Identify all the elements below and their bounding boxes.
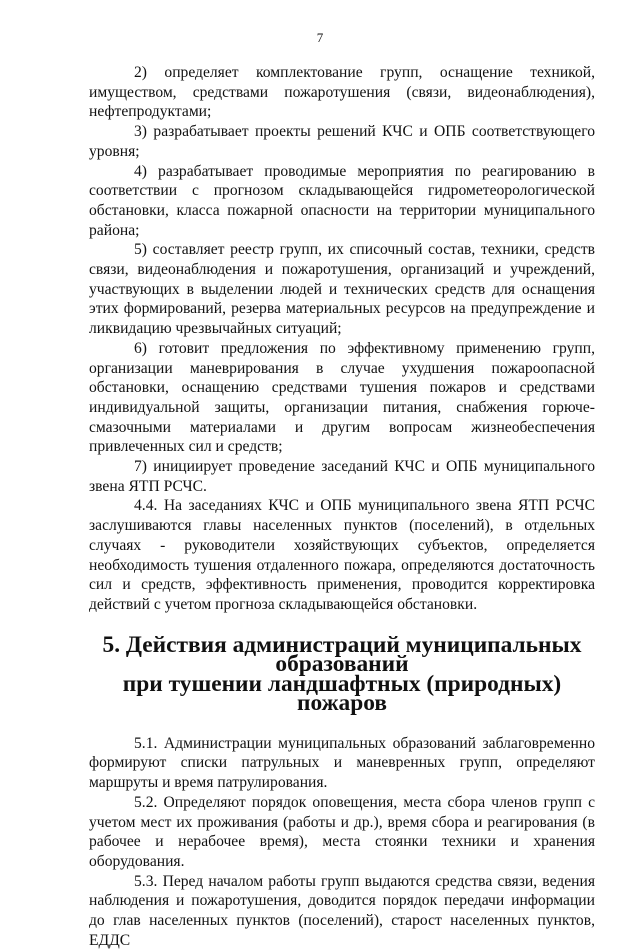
section-5-heading <box>89 631 595 717</box>
paragraph-5-3: 5.3. Перед началом работы групп выдаются средства связи, ведения наблюдения и пожаротушения, доводится порядок передачи информации до глав населенных пунктов (поселений), старост населенных пунктов, ЕДДС <box>89 872 595 949</box>
paragraph-4-4: 4.4. На заседаниях КЧС и ОПБ муниципального звена ЯТП РСЧС заслушиваются главы населенных пунктов (поселений), в отдельных случаях - руководители хозяйствующих субъектов, определяется необходимость тушения отдаленного пожара, определяются достаточность сил и средств, эффективность применения, проводится корректировка действий с учетом прогноза складывающейся обстановки. <box>89 497 595 613</box>
list-item-7: 7) инициирует проведение заседаний КЧС и ОПБ муниципального звена ЯТП РСЧС. <box>89 458 595 495</box>
page-number: 7 <box>316 30 324 45</box>
list-item-5: 5) составляет реестр групп, их списочный состав, техники, средств связи, видеонаблюдения и пожаротушения, организаций и учреждений, участвующих в выделении людей и технических средств для оснащения этих формирований, резерва материальных ресурсов на предупреждение и ликвидацию чрезвычайных ситуаций; <box>89 241 595 338</box>
list-item-6: 6) готовит предложения по эффективному применению групп, организации маневрирования в случае ухудшения пожароопасной обстановки, оснащению средствами тушения пожаров и средствами индивидуальной защиты, организации питания, снабжения горюче-смазочными материалами и другим вопросам жизнеобеспечения привлеченных сил и средств; <box>89 339 595 456</box>
list-item-2: 2) определяет комплектование групп, оснащение техникой, имуществом, средствами пожаротушения (связи, видеонаблюдения), нефтепродуктами; <box>89 64 595 121</box>
paragraph-5-2: 5.2. Определяют порядок оповещения, места сбора членов групп с учетом мест их проживания (работы и др.), время сбора и реагирования (в рабочее и нерабочее время), места стоянки техники и хранения оборудования. <box>89 793 595 870</box>
section-gap <box>89 714 595 734</box>
document-body <box>89 63 595 950</box>
list-item-4: 4) разрабатывает проводимые мероприятия по реагированию в соответствии с прогнозом складывающейся гидрометеорологической обстановки, класса пожарной опасности на территории муниципального района; <box>89 162 595 239</box>
section-5-heading-line-2: при тушении ландшафтных (природных) пожаров <box>122 670 562 717</box>
list-item-3: 3) разрабатывает проекты решений КЧС и ОПБ соответствующего уровня; <box>89 123 595 160</box>
section-5-heading-line-1: 5. Действия администраций муниципальных образований <box>102 631 582 678</box>
paragraph-5-1: 5.1. Администрации муниципальных образований заблаговременно формируют списки патрульных и маневренных групп, определяют маршруты и время патрулирования. <box>89 734 595 792</box>
